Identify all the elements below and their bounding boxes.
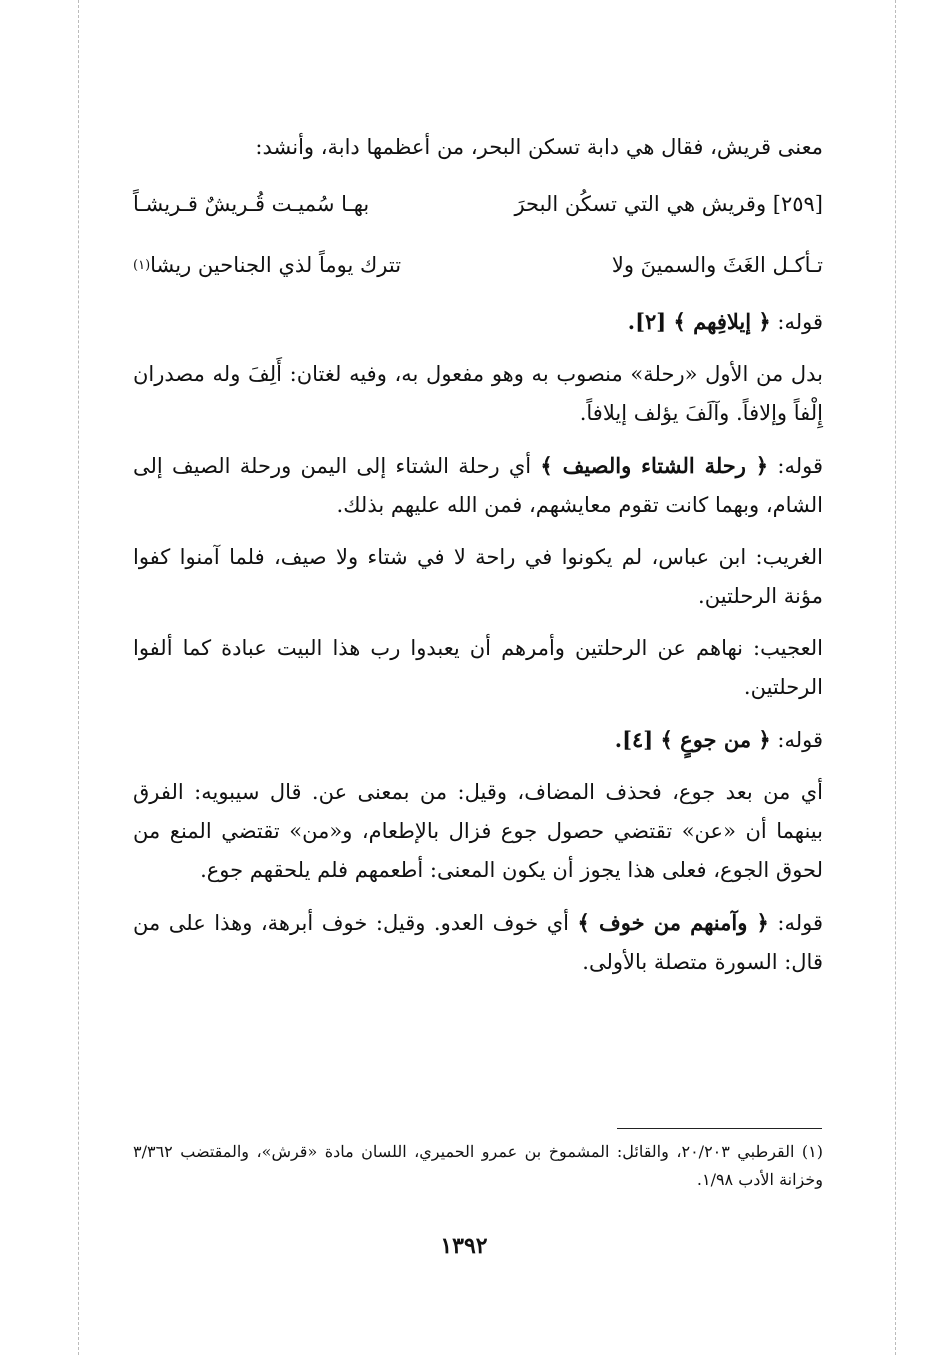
paragraph: أي من بعد جوع، فحذف المضاف، وقيل: من بمعنى عن. قال سيبويه: الفرق بينهما أن «عن» تقتضي حصول جوع فزال بالإطعام، و«من» تقتضي المنع من لحوق الجوع، فعلى هذا يجوز أن يكون المعنى: أطعمهم فلم يلحقهم جوع.	[133, 780, 823, 882]
paragraph: الغريب: ابن عباس، لم يكونوا في راحة لا في شتاء ولا صيف، فلما آمنوا كفوا مؤنة الرحلتين.	[133, 545, 823, 608]
paragraph: بدل من الأول «رحلة» منصوب به وهو مفعول به، وفيه لغتان: أَلِفَ وله مصدران إِلْفاً وإلافاً. وآلَفَ يؤلف إيلافاً.	[133, 362, 823, 425]
verse-text: تترك يوماً لذي الجناحين ريشا	[150, 252, 402, 277]
verse-hemistich-left: بهـا سُميـت قُـريشٌ قـريشـاً	[133, 191, 370, 216]
right-margin-guide	[895, 0, 896, 1355]
quran-quote: ﴿ من جوعٍ ﴾ [٤].	[614, 727, 771, 752]
quote-label: قوله:	[777, 911, 823, 935]
quran-quote: ﴿ وآمنهم من خوف ﴾	[577, 910, 769, 935]
page-number: ١٣٩٢	[440, 1233, 488, 1259]
quran-quote: ﴿ رحلة الشتاء والصيف ﴾	[540, 453, 769, 478]
main-text	[133, 128, 823, 995]
paragraph: معنى قريش، فقال هي دابة تسكن البحر، من أعظمها دابة، وأنشد:	[255, 135, 823, 159]
commentary-text: أي رحلة الشتاء إلى اليمن ورحلة الصيف إلى الشام، وبهما كانت تقوم معايشهم، فمن الله عليهم بذلك.	[133, 454, 823, 517]
verse-hemistich-left	[133, 246, 401, 285]
quote-paragraph	[133, 302, 823, 342]
quote-paragraph	[133, 903, 823, 982]
verse-hemistich-right: تـأكـل الغَثَ والسمينَ ولا	[611, 252, 823, 277]
verse-line	[133, 180, 823, 228]
paragraph: العجيب: نهاهم عن الرحلتين وأمرهم أن يعبدوا رب هذا البيت عبادة كما ألفوا الرحلتين.	[133, 636, 823, 699]
quote-label: قوله:	[777, 310, 823, 334]
quote-paragraph	[133, 446, 823, 525]
quote-label: قوله:	[777, 454, 823, 478]
footnote-reference: (١)	[133, 257, 151, 273]
commentary-text: أي خوف العدو. وقيل: خوف أبرهة، وهذا على من قال: السورة متصلة بالأولى.	[133, 911, 823, 974]
verse-hemistich-right: [٢٥٩] وقريش هي التي تسكُن البحرَ	[514, 191, 823, 216]
left-margin-guide	[78, 0, 79, 1355]
quran-quote: ﴿ إيلافِهم ﴾ [٢].	[627, 309, 771, 334]
footnote-separator	[617, 1128, 822, 1129]
footnote: (١) القرطبي ٢٠/٢٠٣، والقائل: المشموخ بن عمرو الحميري، اللسان مادة «قرش»، والمقتضب ٣/٣٦٢ وخزانة الأدب ١/٩٨.	[133, 1142, 823, 1189]
quote-label: قوله:	[777, 728, 823, 752]
quote-paragraph	[133, 720, 823, 760]
verse-line	[133, 241, 823, 289]
